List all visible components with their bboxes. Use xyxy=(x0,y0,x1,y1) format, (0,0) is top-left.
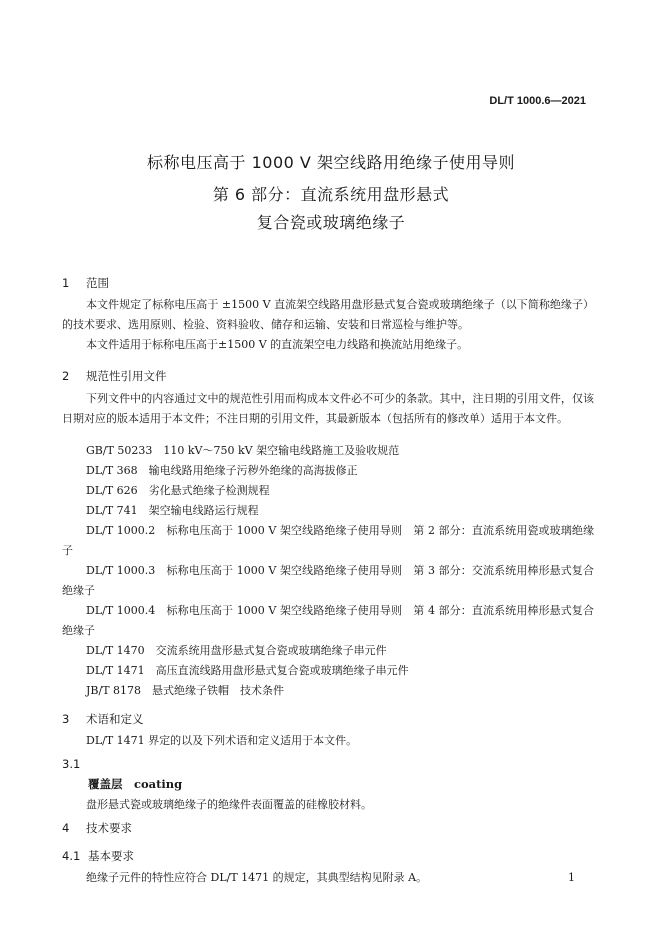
reference-item: DL/T 1000.3 标称电压高于 1000 V 架空线路绝缘子使用导则 第 3 部分：交流系统用棒形悬式复合绝缘子 xyxy=(62,564,594,597)
reference-item: DL/T 1471 高压直流线路用盘形悬式复合瓷或玻璃绝缘子串元件 xyxy=(86,664,409,677)
section-1-heading: 1 范围 xyxy=(62,276,109,290)
reference-item: DL/T 626 劣化悬式绝缘子检测规程 xyxy=(86,484,270,497)
title-line-1 xyxy=(0,150,662,173)
title-line-2: 第 6 部分：直流系统用盘形悬式 xyxy=(212,185,450,204)
page-number: 1 xyxy=(568,871,575,884)
title-text-1: 标称电压高于 1000 V 架空线路用绝缘子使用导则 xyxy=(147,153,515,172)
term-definition: 盘形悬式瓷或玻璃绝缘子的绝缘件表面覆盖的硅橡胶材料。 xyxy=(86,798,372,811)
section-3-heading: 3 术语和定义 xyxy=(62,712,144,726)
section-4-1-heading: 4.1 基本要求 xyxy=(62,849,134,863)
reference-item: DL/T 741 架空输电线路运行规程 xyxy=(86,504,259,517)
reference-item: JB/T 8178 悬式绝缘子铁帽 技术条件 xyxy=(86,684,285,697)
section-1-paragraph-1: 本文件规定了标称电压高于 ±1500 V 直流架空线路用盘形悬式复合瓷或玻璃绝缘子（以下简称绝缘子）的技术要求、选用原则、检验、资料验收、储存和运输、安装和日常巡检与维护等。 xyxy=(62,298,594,331)
section-2-heading: 2 规范性引用文件 xyxy=(62,369,167,383)
section-1-paragraph-2: 本文件适用于标称电压高于±1500 V 的直流架空电力线路和换流站用绝缘子。 xyxy=(86,338,469,351)
term-heading: 覆盖层 coating xyxy=(88,777,183,791)
reference-item: DL/T 368 输电线路用绝缘子污秽外绝缘的高海拔修正 xyxy=(86,464,358,477)
reference-item: DL/T 1470 交流系统用盘形悬式复合瓷或玻璃绝缘子串元件 xyxy=(86,644,387,657)
section-3-1-number: 3.1 xyxy=(62,757,81,771)
reference-item: DL/T 1000.2 标称电压高于 1000 V 架空线路绝缘子使用导则 第 2 部分：直流系统用瓷或玻璃绝缘子 xyxy=(62,524,594,557)
reference-item: DL/T 1000.4 标称电压高于 1000 V 架空线路绝缘子使用导则 第 4 部分：直流系统用棒形悬式复合绝缘子 xyxy=(62,604,594,637)
section-4-1-paragraph: 绝缘子元件的特性应符合 DL/T 1471 的规定，其典型结构见附录 A。 xyxy=(86,871,428,884)
reference-item: GB/T 50233 110 kV～750 kV 架空输电线路施工及验收规范 xyxy=(86,444,400,457)
title-line-3: 复合瓷或玻璃绝缘子 xyxy=(256,213,406,232)
section-2-intro: 下列文件中的内容通过文中的规范性引用而构成本文件必不可少的条款。其中，注日期的引用文件，仅该日期对应的版本适用于本文件；不注日期的引用文件，其最新版本（包括所有的修改单）适用于本文件。 xyxy=(62,392,594,425)
section-4-heading: 4 技术要求 xyxy=(62,821,132,835)
section-3-intro: DL/T 1471 界定的以及下列术语和定义适用于本文件。 xyxy=(86,734,358,747)
standard-number: DL/T 1000.6—2021 xyxy=(489,95,586,107)
